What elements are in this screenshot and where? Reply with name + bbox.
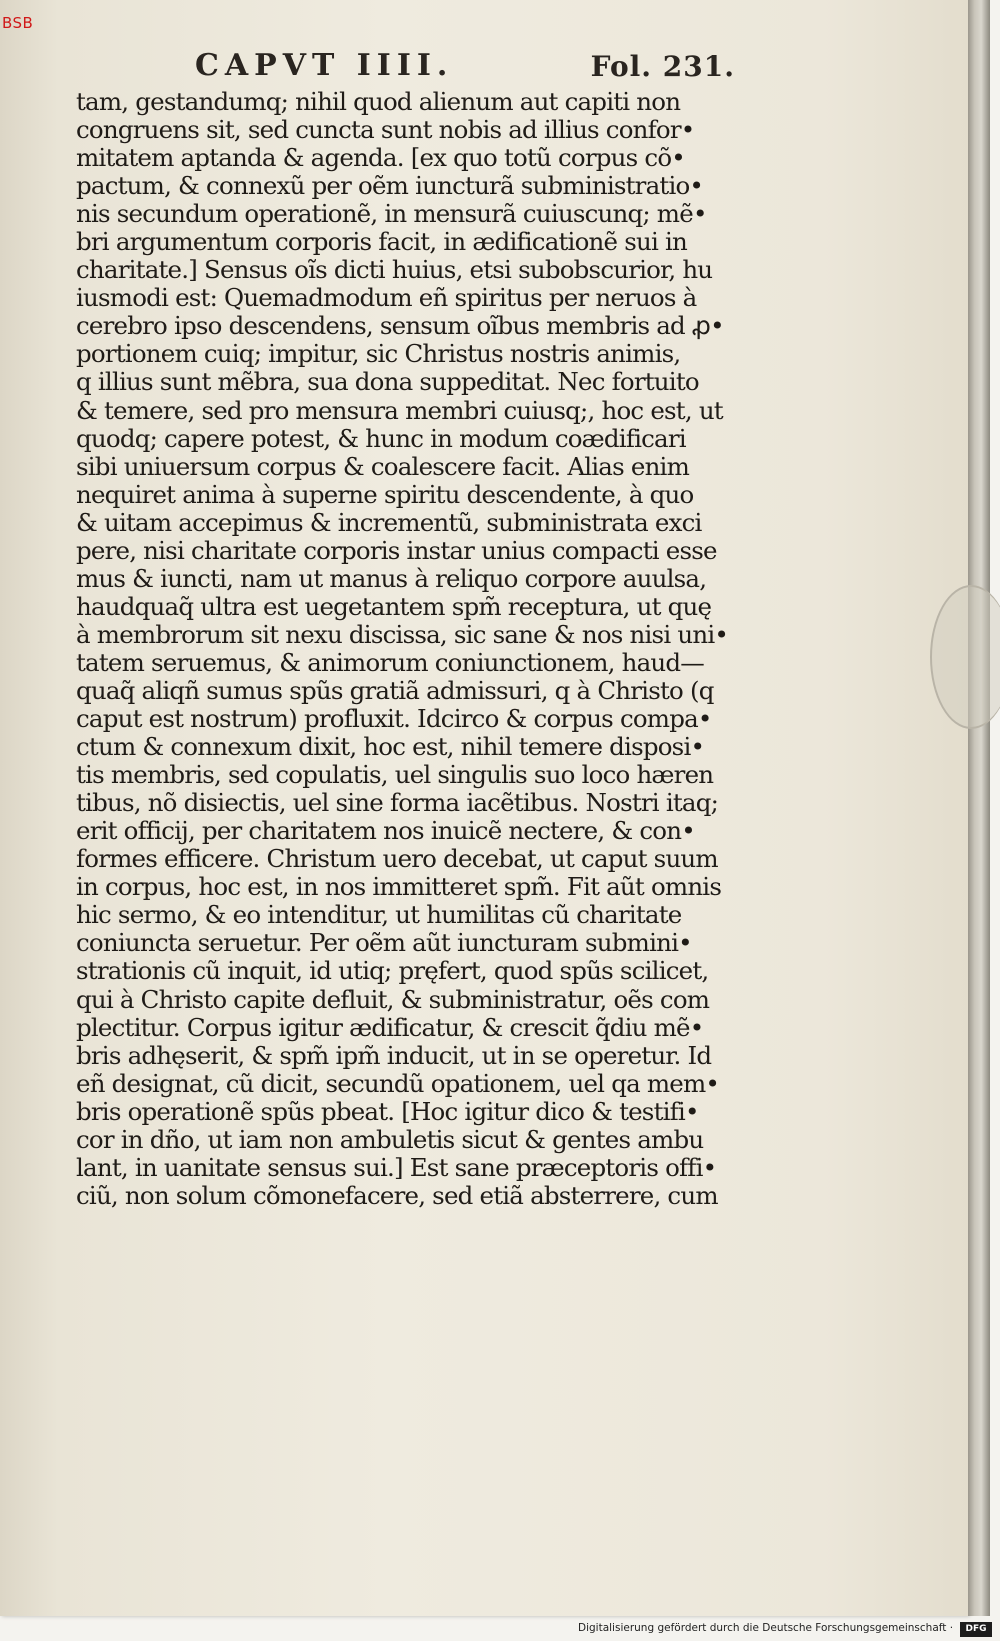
text-line: nequiret anima à superne spiritu descendente, à quo (76, 480, 694, 509)
text-line: q illius sunt mẽbra, sua dona suppeditat. Nec fortuito (76, 368, 699, 397)
page-edge (968, 0, 990, 1616)
footer-credit: Digitalisierung gefördert durch die Deutsche Forschungsgemeinschaft · (578, 1622, 954, 1634)
text-line: mitatem aptanda & agenda. [ex quo totũ corpus cõ• (76, 144, 685, 173)
text-line: portionem cuiq; impitur, sic Christus nostris animis, (76, 340, 681, 369)
text-line: qui à Christo capite defluit, & subministratur, oẽs com (76, 985, 710, 1014)
text-line: & temere, sed pro mensura membri cuiusq;, hoc est, ut (76, 396, 723, 425)
text-line: quodq; capere potest, & hunc in modum coædificari (76, 424, 686, 453)
text-line: bris adhęserit, & spm̃ ipm̃ inducit, ut in se operetur. Id (76, 1041, 712, 1070)
text-line: ctum & connexum dixit, hoc est, nihil temere disposi• (76, 733, 705, 762)
text-line: congruens sit, sed cuncta sunt nobis ad illius confor• (76, 116, 695, 145)
text-line: quaq̃ aliqñ sumus spũs gratiã admissuri, q à Christo (q (76, 676, 714, 705)
text-line: strationis cũ inquit, id utiq; pręfert, quod spũs scilicet, (76, 957, 709, 986)
text-line: lant, in uanitate sensus sui.] Est sane præceptoris offi• (76, 1153, 717, 1182)
text-line: à membrorum sit nexu discissa, sic sane & nos nisi uni• (76, 620, 729, 649)
body-text (76, 88, 776, 1210)
text-line: tibus, nõ disiectis, uel sine forma iacẽtibus. Nostri itaq; (76, 789, 719, 818)
page-header (195, 48, 735, 88)
text-line: mus & iuncti, nam ut manus à reliquo corpore auulsa, (76, 564, 707, 593)
library-watermark: BSB (2, 14, 34, 32)
text-line: charitate.] Sensus oĩs dicti huius, etsi subobscurior, hu (76, 256, 713, 285)
text-line: coniuncta seruetur. Per oẽm aũt iuncturam submini• (76, 929, 692, 958)
folio-number: Fol. 231. (590, 50, 735, 83)
text-line: tam, gestandumq; nihil quod alienum aut capiti non (76, 88, 681, 116)
text-line: sibi uniuersum corpus & coalescere facit. Alias enim (76, 452, 690, 481)
running-title: CAPVT IIII. (195, 48, 454, 83)
text-line: formes efficere. Christum uero decebat, ut caput suum (76, 845, 718, 874)
text-line: eñ designat, cũ dicit, secundũ opationem, uel qa mem• (76, 1069, 720, 1098)
text-line: haudquaq̃ ultra est uegetantem spm̃ receptura, ut quę (76, 592, 712, 621)
text-line: plectitur. Corpus igitur ædificatur, & crescit q̃diu mẽ• (76, 1013, 704, 1042)
text-line: iusmodi est: Quemadmodum eñ spiritus per neruos à (76, 284, 697, 313)
text-line: bri argumentum corporis facit, in ædificationẽ sui in (76, 228, 688, 257)
text-line: tis membris, sed copulatis, uel singulis suo loco hæren (76, 761, 714, 790)
text-line: nis secundum operationẽ, in mensurã cuiuscunq; mẽ• (76, 200, 707, 229)
text-line: bris operationẽ spũs pbeat. [Hoc igitur dico & testifi• (76, 1097, 699, 1126)
text-line: hic sermo, & eo intenditur, ut humilitas cũ charitate (76, 901, 682, 930)
text-line: tatem seruemus, & animorum coniunctionem, haud— (76, 648, 704, 677)
text-line: in corpus, hoc est, in nos immitteret spm̃. Fit aũt omnis (76, 873, 722, 902)
text-line: ciũ, non solum cõmonefacere, sed etiã absterrere, cum (76, 1181, 718, 1210)
text-line: pactum, & connexũ per oẽm iuncturã subministratio• (76, 172, 704, 201)
text-line: pere, nisi charitate corporis instar unius compacti esse (76, 536, 717, 565)
text-line: erit officij, per charitatem nos inuicẽ nectere, & con• (76, 817, 695, 846)
text-line: cerebro ipso descendens, sensum oĩbus membris ad ꝓ• (76, 312, 724, 341)
text-line: cor in dño, ut iam non ambuletis sicut & gentes ambu (76, 1125, 704, 1154)
text-line: caput est nostrum) profluxit. Idcirco & corpus compa• (76, 705, 712, 734)
text-line: & uitam accepimus & incrementũ, subministrata exci (76, 508, 702, 537)
dfg-logo: DFG (960, 1622, 992, 1637)
